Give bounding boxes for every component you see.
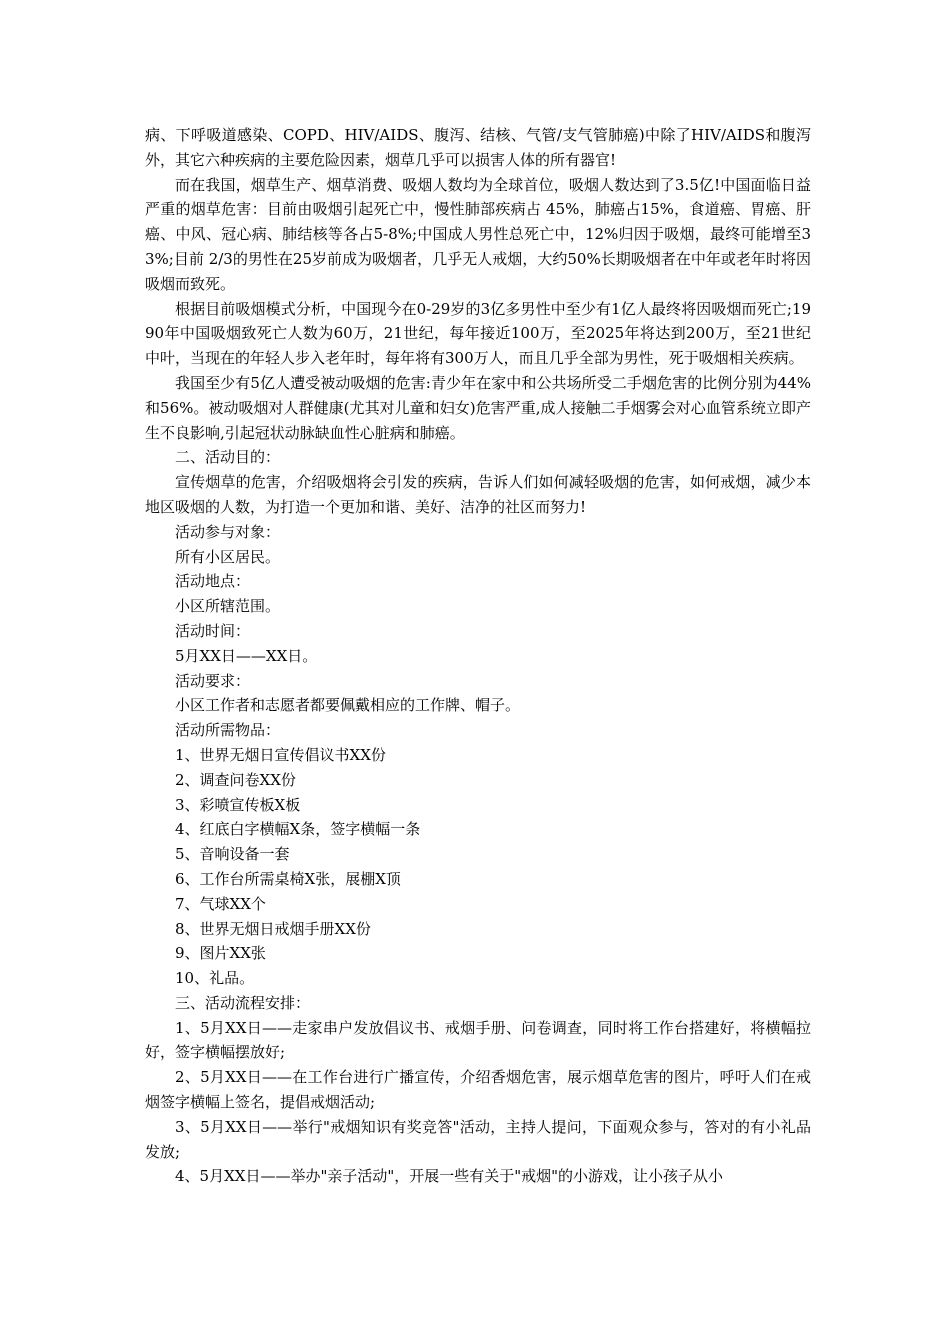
paragraph: 而在我国，烟草生产、烟草消费、吸烟人数均为全球首位，吸烟人数达到了3.5亿!中国面临日益严重的烟草危害：目前由吸烟引起死亡中，慢性肺部疾病占 45%，肺癌占15%，食道癌、胃癌、肝癌、中风、冠心病、肺结核等各占5-8%;中国成人男性总死亡中，12%归因于吸烟，最终可能增至33%;目前 2/3的男性在25岁前成为吸烟者，几乎无人戒烟，大约50%长期吸烟者在中年或老年时将因吸烟而致死。 [145, 175, 811, 293]
paragraph: 5、音响设备一套 [175, 845, 290, 864]
paragraph: 1、5月XX日——走家串户发放倡议书、戒烟手册、问卷调查，同时将工作台搭建好，将横幅拉好，签字横幅摆放好; [145, 1018, 811, 1062]
paragraph: 10、礼品。 [175, 969, 255, 988]
paragraph: 5月XX日——XX日。 [175, 646, 318, 665]
paragraph: 所有小区居民。 [175, 547, 281, 566]
paragraph: 8、世界无烟日戒烟手册XX份 [175, 919, 371, 938]
paragraph: 小区所辖范围。 [175, 597, 281, 616]
paragraph: 7、气球XX个 [175, 894, 266, 913]
document-body [145, 123, 811, 1189]
paragraph: 三、活动流程安排： [175, 993, 311, 1012]
paragraph: 小区工作者和志愿者都要佩戴相应的工作牌、帽子。 [175, 696, 521, 715]
paragraph: 根据目前吸烟模式分析，中国现今在0-29岁的3亿多男性中至少有1亿人最终将因吸烟而死亡;1990年中国吸烟致死亡人数为60万，21世纪，每年接近100万，至2025年将达到200万，至21世纪中叶，当现在的年轻人步入老年时，每年将有300万人，而且几乎全部为男性，死于吸烟相关疾病。 [145, 299, 811, 368]
paragraph: 1、世界无烟日宣传倡议书XX份 [175, 745, 386, 764]
paragraph: 活动时间： [175, 621, 251, 640]
paragraph: 活动地点： [175, 572, 251, 591]
paragraph: 3、彩喷宣传板X板 [175, 795, 301, 814]
paragraph: 二、活动目的： [175, 448, 281, 467]
paragraph: 宣传烟草的危害，介绍吸烟将会引发的疾病，告诉人们如何减轻吸烟的危害，如何戒烟，减少本地区吸烟的人数，为打造一个更加和谐、美好、洁净的社区而努力! [145, 473, 811, 516]
paragraph: 病、下呼吸道感染、COPD、HIV/AIDS、腹泻、结核、气管/支气管肺癌)中除了HIV/AIDS和腹泻外，其它六种疾病的主要危险因素，烟草几乎可以损害人体的所有器官! [145, 126, 811, 169]
paragraph: 9、图片XX张 [175, 944, 266, 963]
paragraph: 4、红底白字横幅X条，签字横幅一条 [175, 820, 421, 839]
paragraph: 活动所需物品： [175, 721, 281, 740]
paragraph: 4、5月XX日——举办"亲子活动"，开展一些有关于"戒烟"的小游戏，让小孩子从小 [175, 1167, 724, 1186]
paragraph: 2、5月XX日——在工作台进行广播宣传，介绍香烟危害，展示烟草危害的图片，呼吁人们在戒烟签字横幅上签名，提倡戒烟活动; [145, 1068, 811, 1112]
paragraph: 活动要求： [175, 671, 251, 690]
paragraph: 3、5月XX日——举行"戒烟知识有奖竞答"活动，主持人提问，下面观众参与，答对的有小礼品发放; [145, 1117, 811, 1161]
paragraph: 活动参与对象： [175, 522, 281, 541]
paragraph: 我国至少有5亿人遭受被动吸烟的危害:青少年在家中和公共场所受二手烟危害的比例分别为44%和56%。被动吸烟对人群健康(尤其对儿童和妇女)危害严重,成人接触二手烟雾会对心血管系统立即产生不良影响,引起冠状动脉缺血性心脏病和肺癌。 [145, 373, 811, 442]
paragraph: 2、调查问卷XX份 [175, 770, 296, 789]
paragraph: 6、工作台所需桌椅X张，展棚X顶 [175, 869, 401, 888]
